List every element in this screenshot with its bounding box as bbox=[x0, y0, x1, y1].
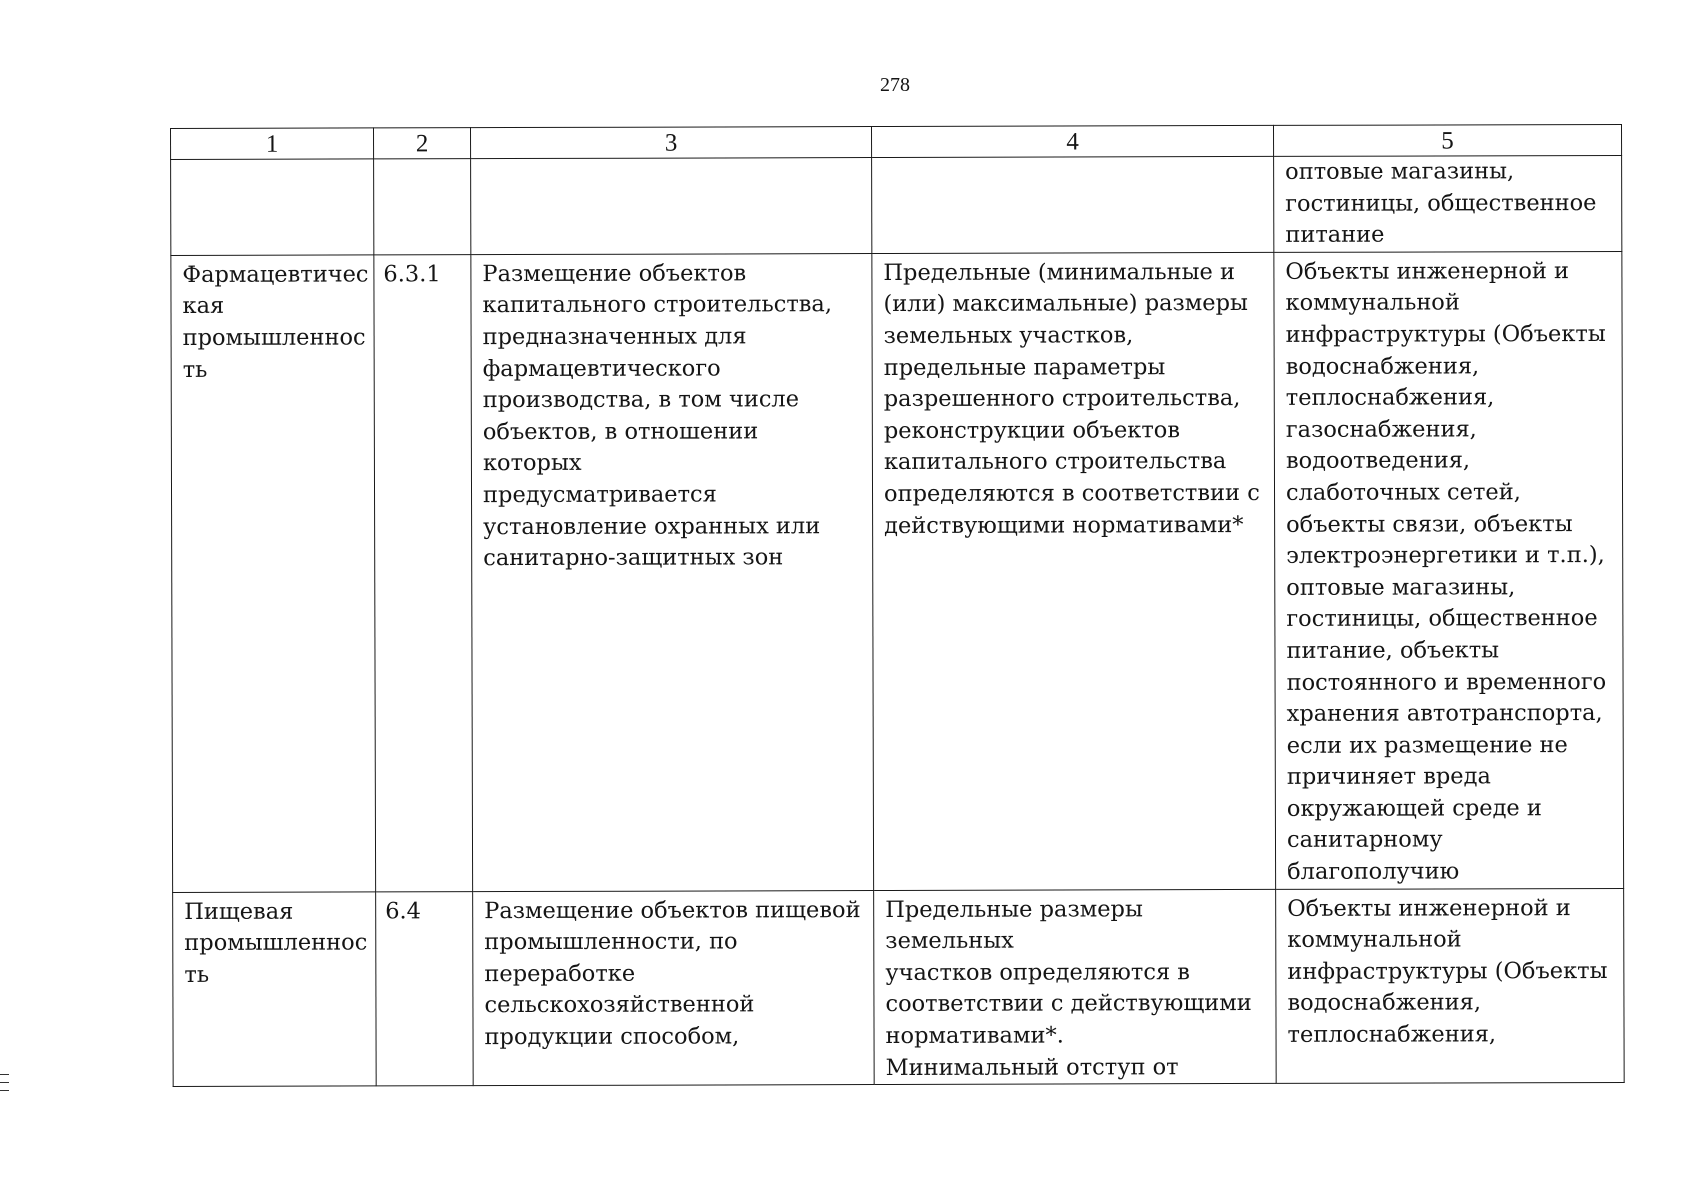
header-cell-4: 4 bbox=[871, 125, 1273, 157]
land-use-code-cell: 6.3.1 bbox=[374, 254, 473, 891]
header-cell-2: 2 bbox=[374, 128, 471, 159]
table-row bbox=[173, 888, 1625, 1087]
header-cell-5: 5 bbox=[1273, 124, 1621, 156]
auxiliary-uses-cell: оптовые магазины, гостиницы, общественное питание bbox=[1274, 155, 1622, 252]
table-header-row bbox=[171, 124, 1622, 159]
auxiliary-uses-cell: Объекты инженерной и коммунальной инфраструктуры (Объекты водоснабжения, теплоснабжения, газоснабжения, водоотведения, слаботочных сетей, объекты связи, объекты электроэнергетики и т.п.), оптовые магазины, гостиницы, общественное питание, объекты постоянного и временного хранения автотранспорта, если их размещение не причиняет вреда окружающей среде и санитарному благополучию bbox=[1274, 251, 1624, 889]
land-use-code-cell: 6.4 bbox=[376, 891, 474, 1086]
land-use-description-cell: Размещение объектов капитального строительства, предназначенных для фармацевтического производства, в том числе объектов, в отношении которых предусматривается установление охранных или санитарно-защитных зон bbox=[471, 253, 874, 891]
land-use-code-cell bbox=[374, 159, 471, 255]
land-use-name-cell: Пищевая промышленнос ть bbox=[173, 892, 377, 1087]
margin-mark bbox=[0, 1074, 9, 1075]
parameters-cell bbox=[872, 156, 1274, 253]
header-cell-1: 1 bbox=[171, 128, 374, 160]
land-use-name-cell: Фармацевтичес кая промышленнос ть bbox=[171, 255, 376, 892]
land-use-description-cell: Размещение объектов пищевой промышленности, по переработке сельскохозяйственной продукции способом, bbox=[473, 890, 875, 1086]
zoning-table bbox=[170, 124, 1625, 1087]
table-row bbox=[171, 155, 1622, 255]
header-cell-3: 3 bbox=[471, 127, 872, 159]
parameters-cell: Предельные размеры земельных участков определяются в соответствии с действующими нормативами*. Минимальный отступ от bbox=[874, 889, 1277, 1085]
parameters-cell: Предельные (минимальные и (или) максимальные) размеры земельных участков, предельные параметры разрешенного строительства, реконструкции объектов капитального строительства определяются в соответствии с действующими нормативами* bbox=[872, 252, 1276, 890]
page-number: 278 bbox=[880, 74, 910, 96]
land-use-description-cell bbox=[471, 158, 872, 255]
margin-binding-marks bbox=[0, 1074, 9, 1098]
margin-mark bbox=[0, 1090, 9, 1091]
table-row bbox=[171, 251, 1624, 892]
margin-mark bbox=[0, 1082, 9, 1083]
auxiliary-uses-cell: Объекты инженерной и коммунальной инфраструктуры (Объекты водоснабжения, теплоснабжения, bbox=[1276, 888, 1625, 1084]
land-use-name-cell bbox=[171, 159, 374, 255]
